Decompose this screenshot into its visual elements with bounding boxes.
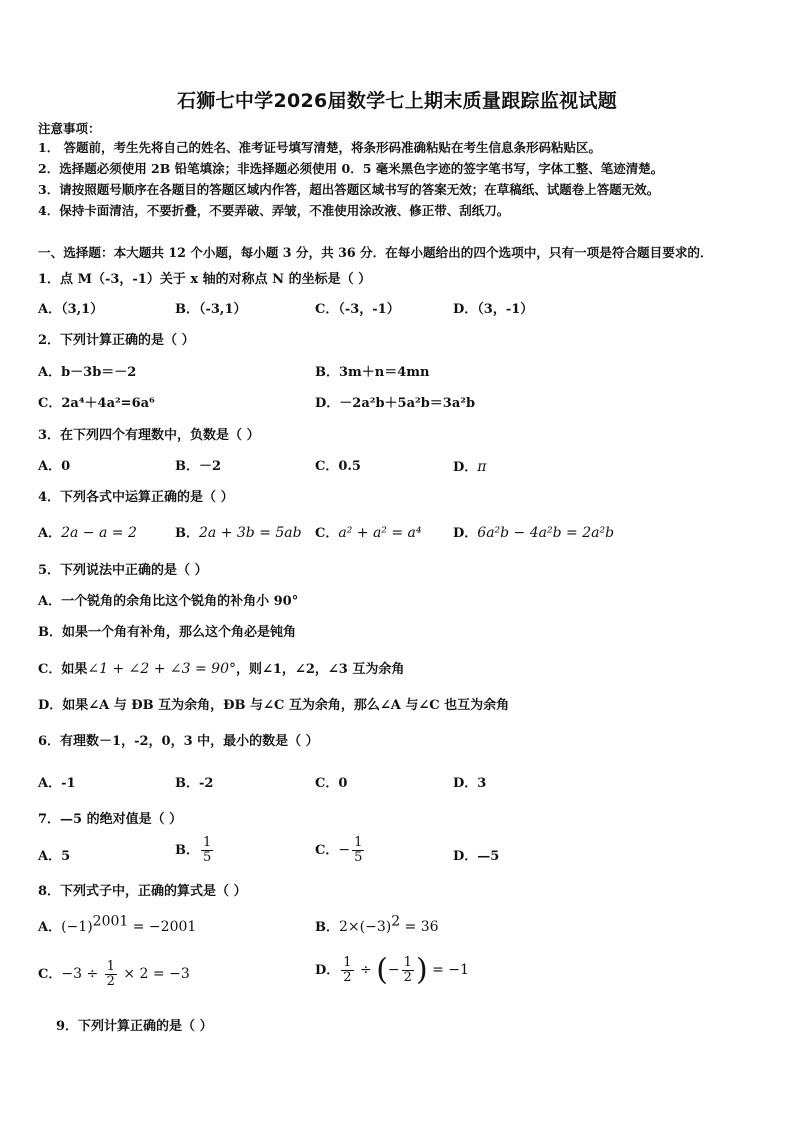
q8-option-b-exponent: 2 [391,913,401,930]
q7-option-b [175,836,215,865]
q5-option-b: B．如果一个角有补角，那么这个角必是钝角 [38,625,296,640]
q3-option-c: C．0.5 [315,459,361,474]
q2-option-c-expr: 2a⁴＋4a²=6a⁶ [61,396,155,411]
question-8-stem: 8．下列式子中，正确的算式是（ ） [38,884,247,899]
q8-option-b-label: B． [315,920,339,935]
q4-option-a-label: A． [38,526,62,541]
q5-option-c-pre: C．如果 [38,662,88,677]
q3-option-d [453,458,486,477]
q7-option-c-fraction [352,836,364,865]
q8-option-d-fraction-2 [402,956,414,985]
q4-option-b-expr: 2a + 3b = 5ab [199,525,302,541]
page-title: 石狮七中学2026届数学七上期末质量跟踪监视试题 [176,90,618,112]
q2-option-d [315,395,475,413]
q5-option-c-expr: ∠1 + ∠2 + ∠3 = 90° [87,661,236,677]
q7-option-d: D．—5 [453,849,500,864]
q4-option-d [453,524,614,543]
q8-option-a-label: A． [38,920,62,935]
q8-option-c-fraction [105,960,117,989]
q5-option-c-post: ，则∠1，∠2，∠3 互为余角 [235,662,405,677]
q7-c-denominator: 5 [354,850,363,865]
q4-option-a-expr: 2a − a = 2 [61,525,137,541]
q2-option-c-label: C． [38,396,62,411]
notice-item-4: 4．保持卡面清洁，不要折叠，不要弄破、弄皱，不准使用涂改液、修正带、刮纸刀。 [38,203,510,218]
q8-option-d-post: = −1 [427,962,469,978]
q4-option-a [38,524,137,543]
q8-d-denominator-2: 2 [403,970,412,985]
q4-option-d-expr: 6a²b − 4a²b = 2a²b [477,525,615,541]
q8-option-b-rest: = 36 [400,919,439,935]
q8-c-denominator: 2 [106,974,115,989]
section-heading: 一、选择题：本大题共 12 个小题，每小题 3 分，共 36 分．在每小题给出的四个选项中，只有一项是符合题目要求的． [38,245,713,260]
question-4-stem: 4．下列各式中运算正确的是（ ） [38,490,234,505]
q7-b-numerator: 1 [203,835,212,850]
q8-option-d-fraction-1 [341,956,353,985]
q8-option-b-pre: 2×(−3) [339,919,392,935]
q4-option-c-label: C． [315,526,339,541]
q1-option-a: A．（3,1） [38,302,104,317]
notice-item-3: 3．请按照题号顺序在各题目的答题区域内作答，超出答题区域书写的答案无效；在草稿纸、试题卷上答题无效。 [38,182,660,197]
q7-c-numerator: 1 [354,835,363,850]
q6-option-a: A．-1 [38,776,76,791]
q8-c-numerator: 1 [106,959,115,974]
question-6-stem: 6．有理数－1，-2，0，3 中，最小的数是（ ） [38,734,319,749]
q4-option-c [315,524,422,543]
q8-d-numerator-2: 1 [403,955,412,970]
q8-option-d-label: D． [315,963,340,978]
q1-option-c: C．（-3，-1） [315,302,400,317]
question-1-stem: 1．点 M（-3，-1）关于 x 轴的对称点 N 的坐标是（ ） [38,272,372,287]
q7-option-b-label: B． [175,843,199,858]
question-5-stem: 5．下列说法中正确的是（ ） [38,563,208,578]
q7-option-b-fraction [201,836,213,865]
q2-option-a: A．b－3b＝－2 [38,365,137,380]
q7-option-c-sign: − [338,842,351,858]
q3-option-b: B．－2 [175,459,222,474]
notice-item-2: 2．选择题必须使用 2B 铅笔填涂；非选择题必须使用 0．5 毫米黑色字迹的签字笔书写，字体工整、笔迹清楚。 [38,161,664,176]
q4-option-d-label: D． [453,526,478,541]
question-7-stem: 7．—5 的绝对值是（ ） [38,812,183,827]
q7-b-denominator: 5 [203,850,212,865]
q7-option-c [315,836,366,865]
q2-option-b: B．3m＋n＝4mn [315,365,430,380]
q4-option-b-label: B． [175,526,199,541]
q2-option-d-expr: －2a²b＋5a²b＝3a²b [339,396,476,411]
q8-d-left-paren: ( [376,952,388,988]
q8-option-d-divide: ÷ [355,962,377,978]
q8-option-a-base: (−1) [61,919,93,935]
q1-option-d: D．（3，-1） [453,302,534,317]
q8-option-a-rest: = −2001 [128,919,197,935]
q4-option-c-expr: a² + a² = a⁴ [338,525,422,541]
q8-option-c-pre: −3 ÷ [61,966,103,982]
q8-d-right-paren: ) [415,952,428,988]
q3-option-d-label: D． [453,460,478,475]
q8-option-d-neg: − [387,962,400,978]
q6-option-b: B．-2 [175,776,214,791]
q8-d-denominator-1: 2 [343,970,352,985]
q2-option-d-label: D． [315,396,340,411]
q4-option-b [175,524,302,543]
q8-option-a-exponent: 2001 [92,913,129,930]
q5-option-d: D．如果∠A 与 ÐB 互为余角，ÐB 与∠C 互为余角，那么∠A 与∠C 也互为余角 [38,698,510,713]
q8-option-b [315,913,439,937]
notice-heading: 注意事项： [38,121,101,136]
q8-option-d [315,952,469,988]
question-9-stem: 9．下列计算正确的是（ ） [56,1019,213,1034]
q7-option-c-label: C． [315,843,339,858]
question-2-stem: 2．下列计算正确的是（ ） [38,333,195,348]
q3-option-a: A．0 [38,459,71,474]
question-3-stem: 3．在下列四个有理数中，负数是（ ） [38,428,260,443]
q8-option-a [38,913,197,937]
q8-d-numerator-1: 1 [343,955,352,970]
q1-option-b: B．（-3,1） [175,302,247,317]
q6-option-c: C．0 [315,776,348,791]
q3-option-d-expr: π [477,459,487,475]
q7-option-a: A．5 [38,849,71,864]
q8-option-c [38,960,190,989]
q8-option-c-label: C． [38,967,62,982]
q5-option-a: A．一个锐角的余角比这个锐角的补角小 90° [38,594,299,609]
notice-item-1: 1． 答题前，考生先将自己的姓名、准考证号填写清楚，将条形码准确粘贴在考生信息条形码粘贴区。 [38,140,602,155]
q8-option-c-post: × 2 = −3 [118,966,190,982]
q5-option-c [38,660,404,679]
q6-option-d: D．3 [453,776,487,791]
q2-option-c [38,395,155,413]
